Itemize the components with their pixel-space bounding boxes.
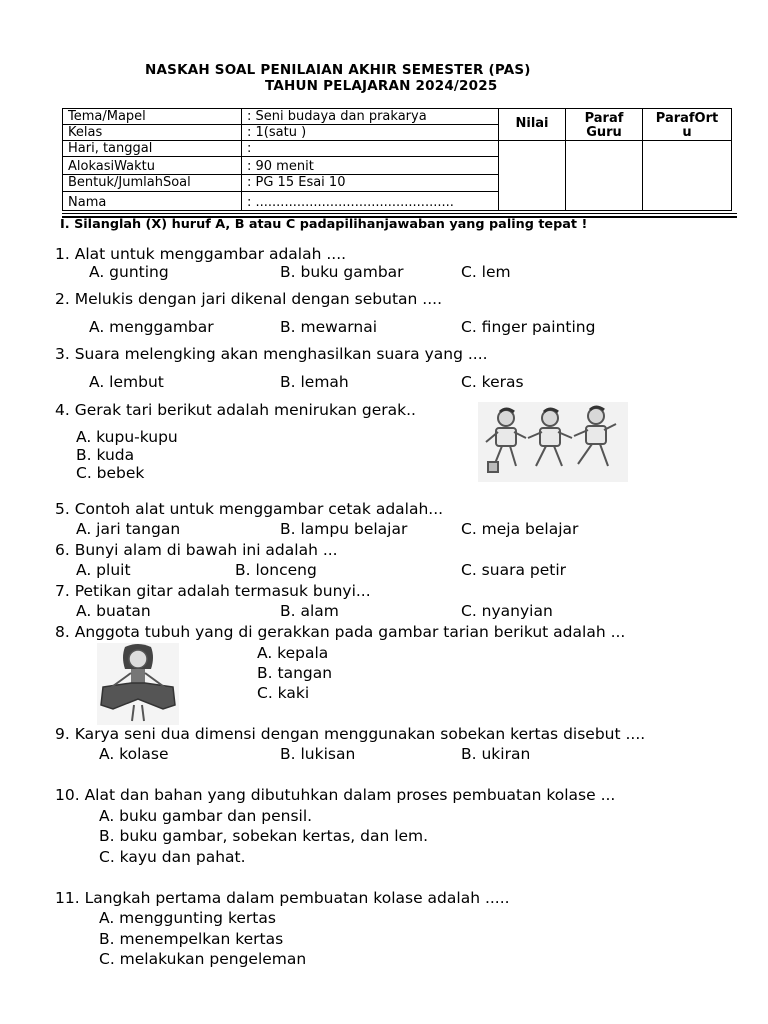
option-6c[interactable]: C. suara petir [461, 561, 567, 579]
paraf-ortu-header [643, 109, 732, 141]
option-8a[interactable]: A. kepala [257, 644, 329, 662]
option-8b[interactable]: B. tangan [257, 664, 333, 682]
question-4: 4. Gerak tari berikut adalah menirukan gerak.. [55, 401, 416, 419]
option-3b[interactable]: B. lemah [280, 373, 349, 391]
option-2c[interactable]: C. finger painting [461, 318, 596, 336]
info-value: : [242, 141, 499, 157]
option-11b[interactable]: B. menempelkan kertas [99, 930, 284, 948]
divider-line [62, 213, 737, 214]
option-11a[interactable]: A. menggunting kertas [99, 909, 276, 927]
info-label: Tema/Mapel [63, 109, 242, 125]
question-1: 1. Alat untuk menggambar adalah .... [55, 245, 347, 263]
option-8c[interactable]: C. kaki [257, 684, 310, 702]
option-3a[interactable]: A. lembut [89, 373, 164, 391]
paraf-guru-box[interactable] [566, 141, 643, 211]
question-2: 2. Melukis dengan jari dikenal dengan sebutan .... [55, 290, 442, 308]
paraf-guru-line1: Paraf [584, 111, 624, 126]
info-label: Kelas [63, 125, 242, 141]
option-4a[interactable]: A. kupu-kupu [76, 428, 178, 446]
question-8: 8. Anggota tubuh yang di gerakkan pada gambar tarian berikut adalah ... [55, 623, 626, 641]
question-5: 5. Contoh alat untuk menggambar cetak adalah... [55, 500, 444, 518]
info-label: Nama [63, 192, 242, 211]
info-value: : 90 menit [242, 157, 499, 175]
option-2a[interactable]: A. menggambar [89, 318, 214, 336]
option-6a[interactable]: A. pluit [76, 561, 131, 579]
question-11: 11. Langkah pertama dalam pembuatan kolase adalah ..... [55, 889, 510, 907]
info-value: : 1(satu ) [242, 125, 499, 141]
info-label: AlokasiWaktu [63, 157, 242, 175]
paraf-ortu-line1: ParafOrt [655, 111, 719, 126]
option-1b[interactable]: B. buku gambar [280, 263, 404, 281]
question-6: 6. Bunyi alam di bawah ini adalah ... [55, 541, 338, 559]
option-5c[interactable]: C. meja belajar [461, 520, 579, 538]
option-7b[interactable]: B. alam [280, 602, 339, 620]
question-10: 10. Alat dan bahan yang dibutuhkan dalam proses pembuatan kolase ... [55, 786, 616, 804]
option-4c[interactable]: C. bebek [76, 464, 145, 482]
question-9: 9. Karya seni dua dimensi dengan menggunakan sobekan kertas disebut .... [55, 725, 646, 743]
paraf-ortu-line2: u [682, 125, 692, 140]
option-11c[interactable]: C. melakukan pengeleman [99, 950, 307, 968]
option-9b[interactable]: B. lukisan [280, 745, 356, 763]
info-table [62, 108, 732, 211]
info-value: : Seni budaya dan prakarya [242, 109, 499, 125]
option-9a[interactable]: A. kolase [99, 745, 169, 763]
option-5a[interactable]: A. jari tangan [76, 520, 181, 538]
dancing-children-illustration [478, 402, 628, 482]
option-7a[interactable]: A. buatan [76, 602, 151, 620]
question-7: 7. Petikan gitar adalah termasuk bunyi... [55, 582, 371, 600]
info-label: Hari, tanggal [63, 141, 242, 157]
option-5b[interactable]: B. lampu belajar [280, 520, 408, 538]
instruction-text: I. Silanglah (X) huruf A, B atau C padapilihanjawaban yang paling tepat ! [60, 217, 588, 232]
option-9c[interactable]: B. ukiran [461, 745, 531, 763]
paraf-guru-line2: Guru [586, 125, 622, 140]
option-7c[interactable]: C. nyanyian [461, 602, 553, 620]
option-10b[interactable]: B. buku gambar, sobekan kertas, dan lem. [99, 827, 429, 845]
paraf-guru-header [566, 109, 643, 141]
name-field[interactable]: : ................................................ [242, 192, 499, 211]
nilai-box[interactable] [499, 141, 566, 211]
doc-title-line1: NASKAH SOAL PENILAIAN AKHIR SEMESTER (PAS) [145, 62, 531, 78]
info-label: Bentuk/JumlahSoal [63, 175, 242, 192]
question-3: 3. Suara melengking akan menghasilkan suara yang .... [55, 345, 488, 363]
option-3c[interactable]: C. keras [461, 373, 524, 391]
option-1c[interactable]: C. lem [461, 263, 511, 281]
option-1a[interactable]: A. gunting [89, 263, 169, 281]
option-10a[interactable]: A. buku gambar dan pensil. [99, 807, 313, 825]
paraf-ortu-box[interactable] [643, 141, 732, 211]
option-6b[interactable]: B. lonceng [235, 561, 317, 579]
doc-title-line2: TAHUN PELAJARAN 2024/2025 [265, 78, 498, 94]
option-10c[interactable]: C. kayu dan pahat. [99, 848, 246, 866]
info-value: : PG 15 Esai 10 [242, 175, 499, 192]
option-2b[interactable]: B. mewarnai [280, 318, 378, 336]
option-4b[interactable]: B. kuda [76, 446, 135, 464]
dancing-girl-illustration [97, 643, 179, 725]
nilai-header: Nilai [499, 109, 566, 141]
